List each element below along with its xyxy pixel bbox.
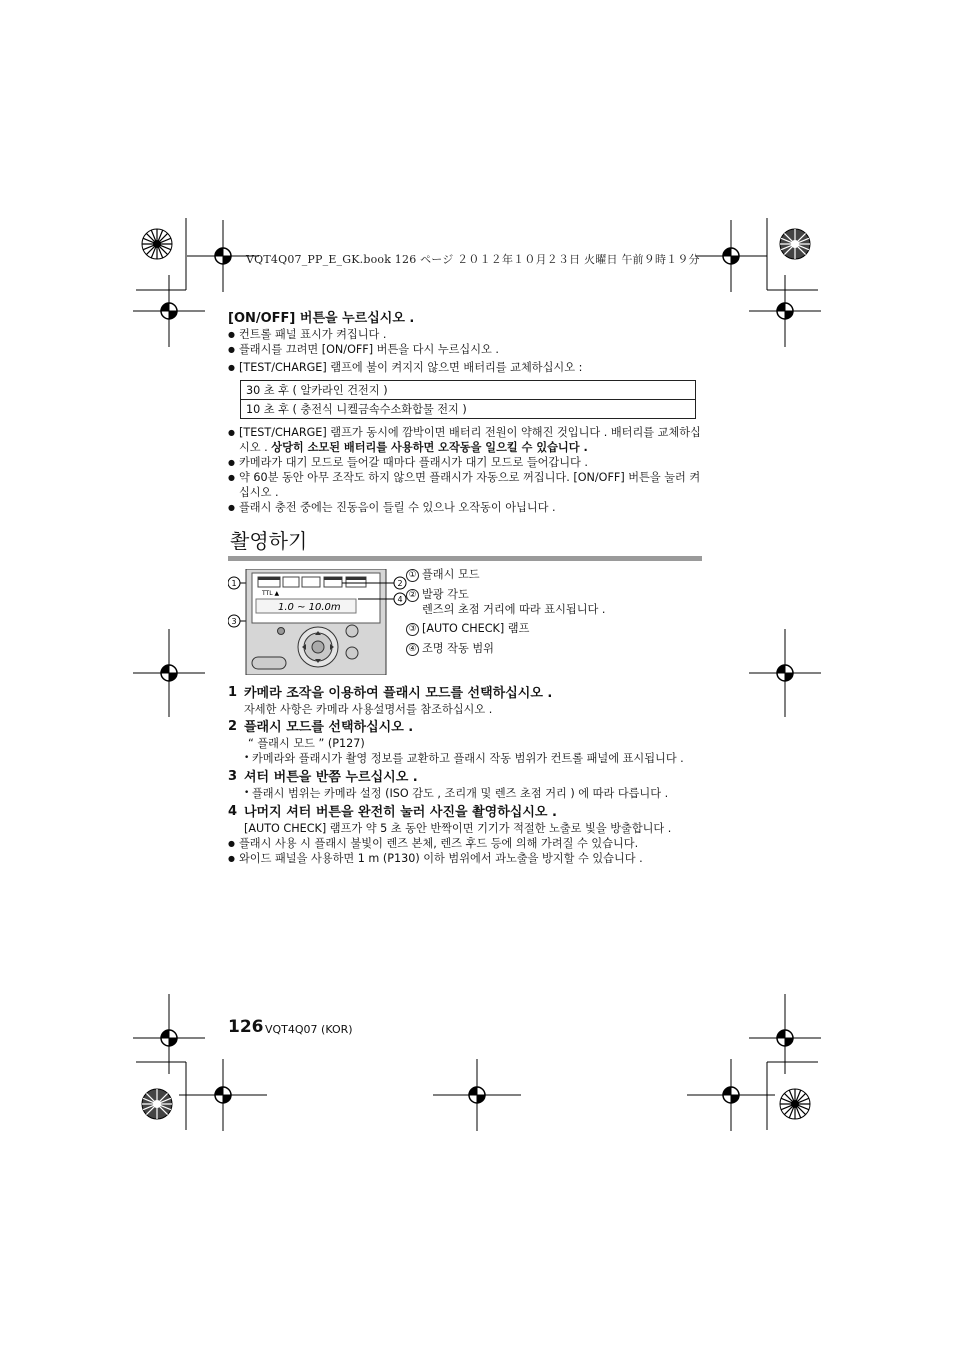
battery-row-nimh: 10 초 후 ( 충전식 니켈금속수소화합물 전지 ) [241, 400, 696, 419]
step-4: 4 나머지 셔터 버튼을 완전히 눌러 사진을 촬영하십시오 . [AUTO CHECK] 램프가 약 5 초 동안 반짝이면 기기가 적절한 노출로 빛을 방출합니다 . [228, 804, 672, 835]
callout-auto-check-lamp: ③ [AUTO CHECK] 램프 [406, 621, 706, 636]
power-heading: [ON/OFF] 버튼을 누르십시오 . [228, 311, 415, 326]
svg-text:4: 4 [397, 595, 403, 604]
shoot-section-header [228, 528, 702, 561]
book-header-line: VQT4Q07_PP_E_GK.book 126 ページ ２０１２年１０月２３日 火曜日 午前９時１９分 [246, 253, 700, 266]
bullet-charge-sound: ● 플래시 충전 중에는 진동음이 들릴 수 있으나 오작동이 아닙니다 . [228, 500, 702, 515]
callout-range: ④ 조명 작동 범위 [406, 641, 706, 656]
bullet-low-battery: ● [TEST/CHARGE] 램프가 동시에 깜박이면 배터리 전원이 약해진 것입니다 . 배터리를 교체하십시오 . 상당히 소모된 배터리를 사용하면 오작동을 일으킬 수 있습니다 . [228, 425, 702, 455]
callout-beam-angle: ② 발광 각도 [406, 587, 706, 602]
svg-text:1: 1 [231, 579, 237, 588]
bullet-obstruction: ● 플래시 사용 시 플래시 불빛이 렌즈 본체, 렌즈 후드 등에 의해 가려질 수 있습니다. [228, 836, 702, 851]
page-number: 126 [228, 1017, 264, 1037]
bullet-replace-battery: ● [TEST/CHARGE] 램프에 불이 켜지지 않으면 배터리를 교체하십시오 : [228, 360, 702, 375]
callout-flash-mode: ① 플래시 모드 [406, 567, 706, 582]
control-panel-figure [228, 569, 702, 677]
panel-range-display: 1.0 ~ 10.0m [278, 602, 341, 613]
control-panel-illustration [228, 569, 408, 675]
page-content [228, 310, 702, 866]
svg-text:TTL ▲: TTL ▲ [262, 590, 280, 597]
steps-list [228, 685, 702, 866]
step-1: 1 카메라 조작을 이용하여 플래시 모드를 선택하십시오 . 자세한 사항은 카메라 사용설명서를 참조하십시오 . [228, 685, 553, 716]
bullet-wide-panel: ● 와이드 패널을 사용하면 1 m (P130) 이하 범위에서 과노출을 방지할 수 있습니다 . [228, 851, 702, 866]
battery-table [240, 380, 696, 419]
bullet-standby: ● 카메라가 대기 모드로 들어갈 때마다 플래시가 대기 모드로 들어갑니다 . [228, 455, 702, 470]
section-title-bar [228, 556, 702, 561]
document-code: VQT4Q07 (KOR) [265, 1023, 353, 1036]
battery-row-alkaline: 30 초 후 ( 알카라인 건전지 ) [241, 381, 696, 400]
svg-text:3: 3 [231, 617, 237, 626]
step-3: 3 셔터 버튼을 반쯤 누르십시오 . • 플래시 범위는 카메라 설정 (ISO 감도 , 조리개 및 렌즈 초점 거리 ) 에 따라 다릅니다 . [228, 769, 702, 801]
callout-list [406, 567, 706, 656]
svg-text:2: 2 [397, 579, 403, 588]
step-2: 2 플래시 모드를 선택하십시오 . “ 플래시 모드 ” (P127) • 카메라와 플래시가 촬영 정보를 교환하고 플래시 작동 범위가 컨트롤 패널에 표시됩니다 . [228, 719, 702, 766]
bullet-turn-off: ● 플래시를 끄려면 [ON/OFF] 버튼을 다시 누르십시오 . [228, 342, 702, 357]
callout-beam-angle-note: 렌즈의 초점 거리에 따라 표시됩니다 . [422, 603, 606, 616]
section-title: 촬영하기 [230, 529, 308, 553]
bullet-panel-on: ● 컨트롤 패널 표시가 켜집니다 . [228, 327, 702, 342]
bullet-auto-off: ● 약 60분 동안 아무 조작도 하지 않으면 플래시가 자동으로 꺼집니다. [ON/OFF] 버튼을 눌러 켜십시오 . [228, 470, 702, 500]
